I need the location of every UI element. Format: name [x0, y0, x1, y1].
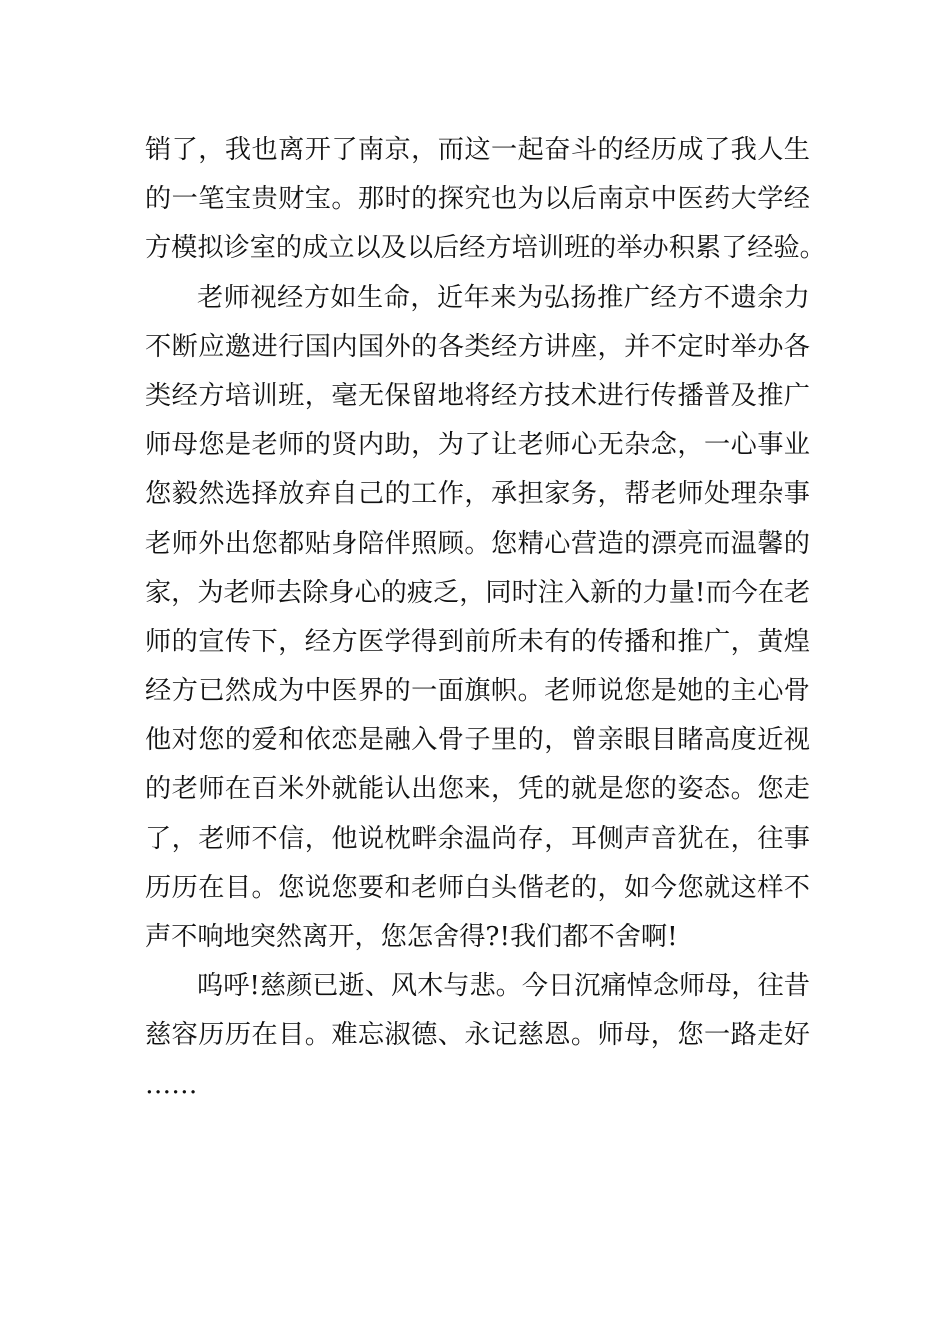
- paragraph-first-line: 呜呼!慈颜已逝、风木与悲。今日沉痛悼念师母，往昔: [197, 971, 810, 1002]
- text-line: 类经方培训班，毫无保留地将经方技术进行传播普及推广: [145, 380, 810, 411]
- text-line: 不断应邀进行国内国外的各类经方讲座，并不定时举办各: [145, 331, 810, 362]
- text-line: 他对您的爱和依恋是融入骨子里的，曾亲眼目睹高度近视: [145, 725, 810, 756]
- document-body: [145, 126, 826, 1110]
- text-line: 师的宣传下，经方医学得到前所未有的传播和推广，黄煌: [145, 626, 810, 657]
- text-line: 老师外出您都贴身陪伴照顾。您精心营造的漂亮而温馨的: [145, 528, 810, 559]
- text-line: 您毅然选择放弃自己的工作，承担家务，帮老师处理杂事: [145, 479, 810, 510]
- text-line: 家，为老师去除身心的疲乏，同时注入新的力量!而今在老: [145, 577, 811, 608]
- ellipsis-line: ……: [145, 1069, 198, 1100]
- text-line: 师母您是老师的贤内助，为了让老师心无杂念，一心事业: [145, 430, 810, 461]
- paragraph-first-line: 老师视经方如生命，近年来为弘扬推广经方不遗余力: [197, 282, 810, 313]
- text-line: 的老师在百米外就能认出您来，凭的就是您的姿态。您走: [145, 774, 810, 805]
- text-line: 的一笔宝贵财宝。那时的探究也为以后南京中医药大学经: [145, 184, 810, 215]
- text-line: 经方已然成为中医界的一面旗帜。老师说您是她的主心骨: [145, 676, 810, 707]
- text-line: 方模拟诊室的成立以及以后经方培训班的举办积累了经验。: [145, 233, 826, 264]
- text-line: 销了，我也离开了南京，而这一起奋斗的经历成了我人生: [145, 135, 810, 165]
- text-line: 慈容历历在目。难忘淑德、永记慈恩。师母，您一路走好: [145, 1020, 810, 1051]
- text-line: 历历在目。您说您要和老师白头偕老的，如今您就这样不: [145, 872, 810, 903]
- paragraph-last-line: 声不响地突然离开，您怎舍得?!我们都不舍啊!: [145, 922, 678, 952]
- text-line: 了，老师不信，他说枕畔余温尚存，耳侧声音犹在，往事: [145, 823, 810, 854]
